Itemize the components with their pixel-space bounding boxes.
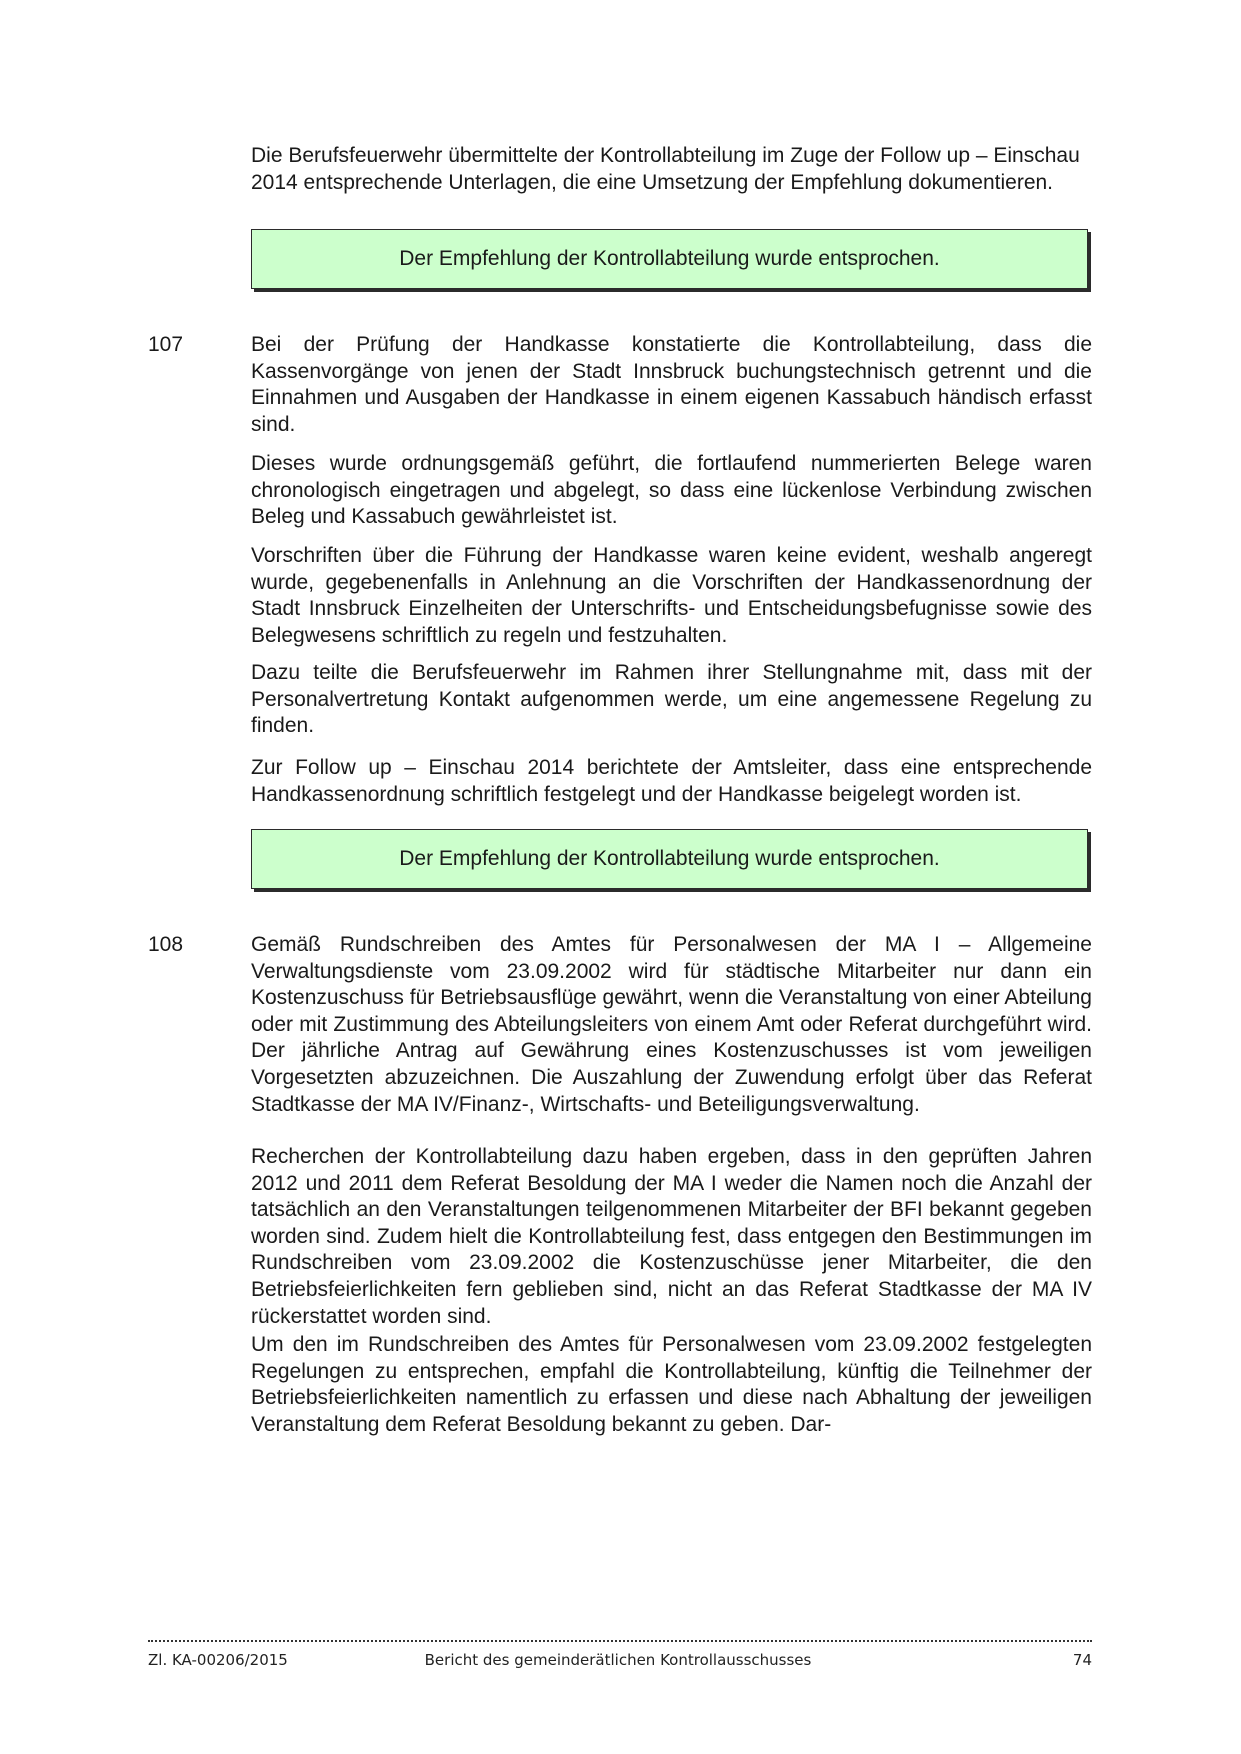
section-paragraph: Dieses wurde ordnungsgemäß geführt, die fortlaufend nummerierten Belege waren chronologisch eingetragen und abgelegt, so dass eine lückenlose Verbindung zwischen Beleg und Kassabuch gewährleistet ist. (251, 452, 1092, 529)
section-number: 108 (148, 933, 184, 956)
footer-reference: Zl. KA-00206/2015 (148, 1651, 288, 1669)
section-paragraph: Um den im Rundschreiben des Amtes für Personalwesen vom 23.09.2002 festgelegten Regelungen zu entsprechen, empfahl die Kontrollabteilung, künftig die Teilnehmer der Betriebsfeierlichkeiten namentlich zu erfassen und diese nach Abhaltung der jeweiligen Veranstaltung dem Referat Besoldung bekannt zu geben. Dar- (251, 1333, 1092, 1436)
section-paragraph: Vorschriften über die Führung der Handkasse waren keine evident, weshalb angeregt wurde, gegebenenfalls in Anlehnung an die Vorschriften der Handkassenordnung der Stadt Innsbruck Einzelheiten der Unterschrifts- und Entscheidungsbefugnisse sowie des Belegwesens schriftlich zu regeln und festzuhalten. (251, 544, 1092, 647)
intro-paragraph: Die Berufsfeuerwehr übermittelte der Kontrollabteilung im Zuge der Follow up – Einschau 2014 entsprechende Unterlagen, die eine Umsetzung der Empfehlung dokumentieren. (251, 144, 1080, 194)
section-paragraph: Recherchen der Kontrollabteilung dazu haben ergeben, dass in den geprüften Jahren 2012 und 2011 dem Referat Besoldung der MA I weder die Namen noch die Anzahl der tatsächlich an den Veranstaltungen teilgenommenen Mitarbeiter der BFI bekannt gegeben worden sind. Zudem hielt die Kontrollabteilung fest, dass entgegen den Bestimmungen im Rundschreiben vom 23.09.2002 die Kostenzuschüsse jener Mitarbeiter, die den Betriebsfeierlichkeiten fern geblieben sind, nicht an das Referat Stadtkasse der MA IV rückerstattet worden sind. (251, 1145, 1092, 1328)
section-number: 107 (148, 333, 184, 356)
recommendation-result-box: Der Empfehlung der Kontrollabteilung wurde entsprochen. (251, 829, 1088, 889)
section-paragraph: Gemäß Rundschreiben des Amtes für Personalwesen der MA I – Allgemeine Verwaltungsdienste vom 23.09.2002 wird für städtische Mitarbeiter nur dann ein Kostenzuschuss für Betriebsausflüge gewährt, wenn die Veranstaltung von einer Abteilung oder mit Zustimmung des Abteilungsleiters von einem Amt oder Referat durchgeführt wird. Der jährliche Antrag auf Gewährung eines Kostenzuschusses ist vom jeweiligen Vorgesetzten abzuzeichnen. Die Auszahlung der Zuwendung erfolgt über das Referat Stadtkasse der MA IV/Finanz-, Wirtschafts- und Beteiligungsverwaltung. (251, 933, 1092, 1116)
section-paragraph: Dazu teilte die Berufsfeuerwehr im Rahmen ihrer Stellungnahme mit, dass mit der Personalvertretung Kontakt aufgenommen werde, um eine angemessene Regelung zu finden. (251, 661, 1092, 738)
footer-divider (148, 1632, 1092, 1642)
recommendation-result-box: Der Empfehlung der Kontrollabteilung wurde entsprochen. (251, 229, 1088, 289)
section-paragraph: Zur Follow up – Einschau 2014 berichtete der Amtsleiter, dass eine entsprechende Handkassenordnung schriftlich festgelegt und der Handkasse beigelegt worden ist. (251, 756, 1092, 806)
section-paragraph: Bei der Prüfung der Handkasse konstatierte die Kontrollabteilung, dass die Kassenvorgänge von jenen der Stadt Innsbruck buchungstechnisch getrennt und die Einnahmen und Ausgaben der Handkasse in einem eigenen Kassabuch händisch erfasst sind. (251, 333, 1092, 436)
page-number: 74 (1072, 1651, 1092, 1669)
footer-title: Bericht des gemeinderätlichen Kontrollausschusses (424, 1651, 812, 1669)
